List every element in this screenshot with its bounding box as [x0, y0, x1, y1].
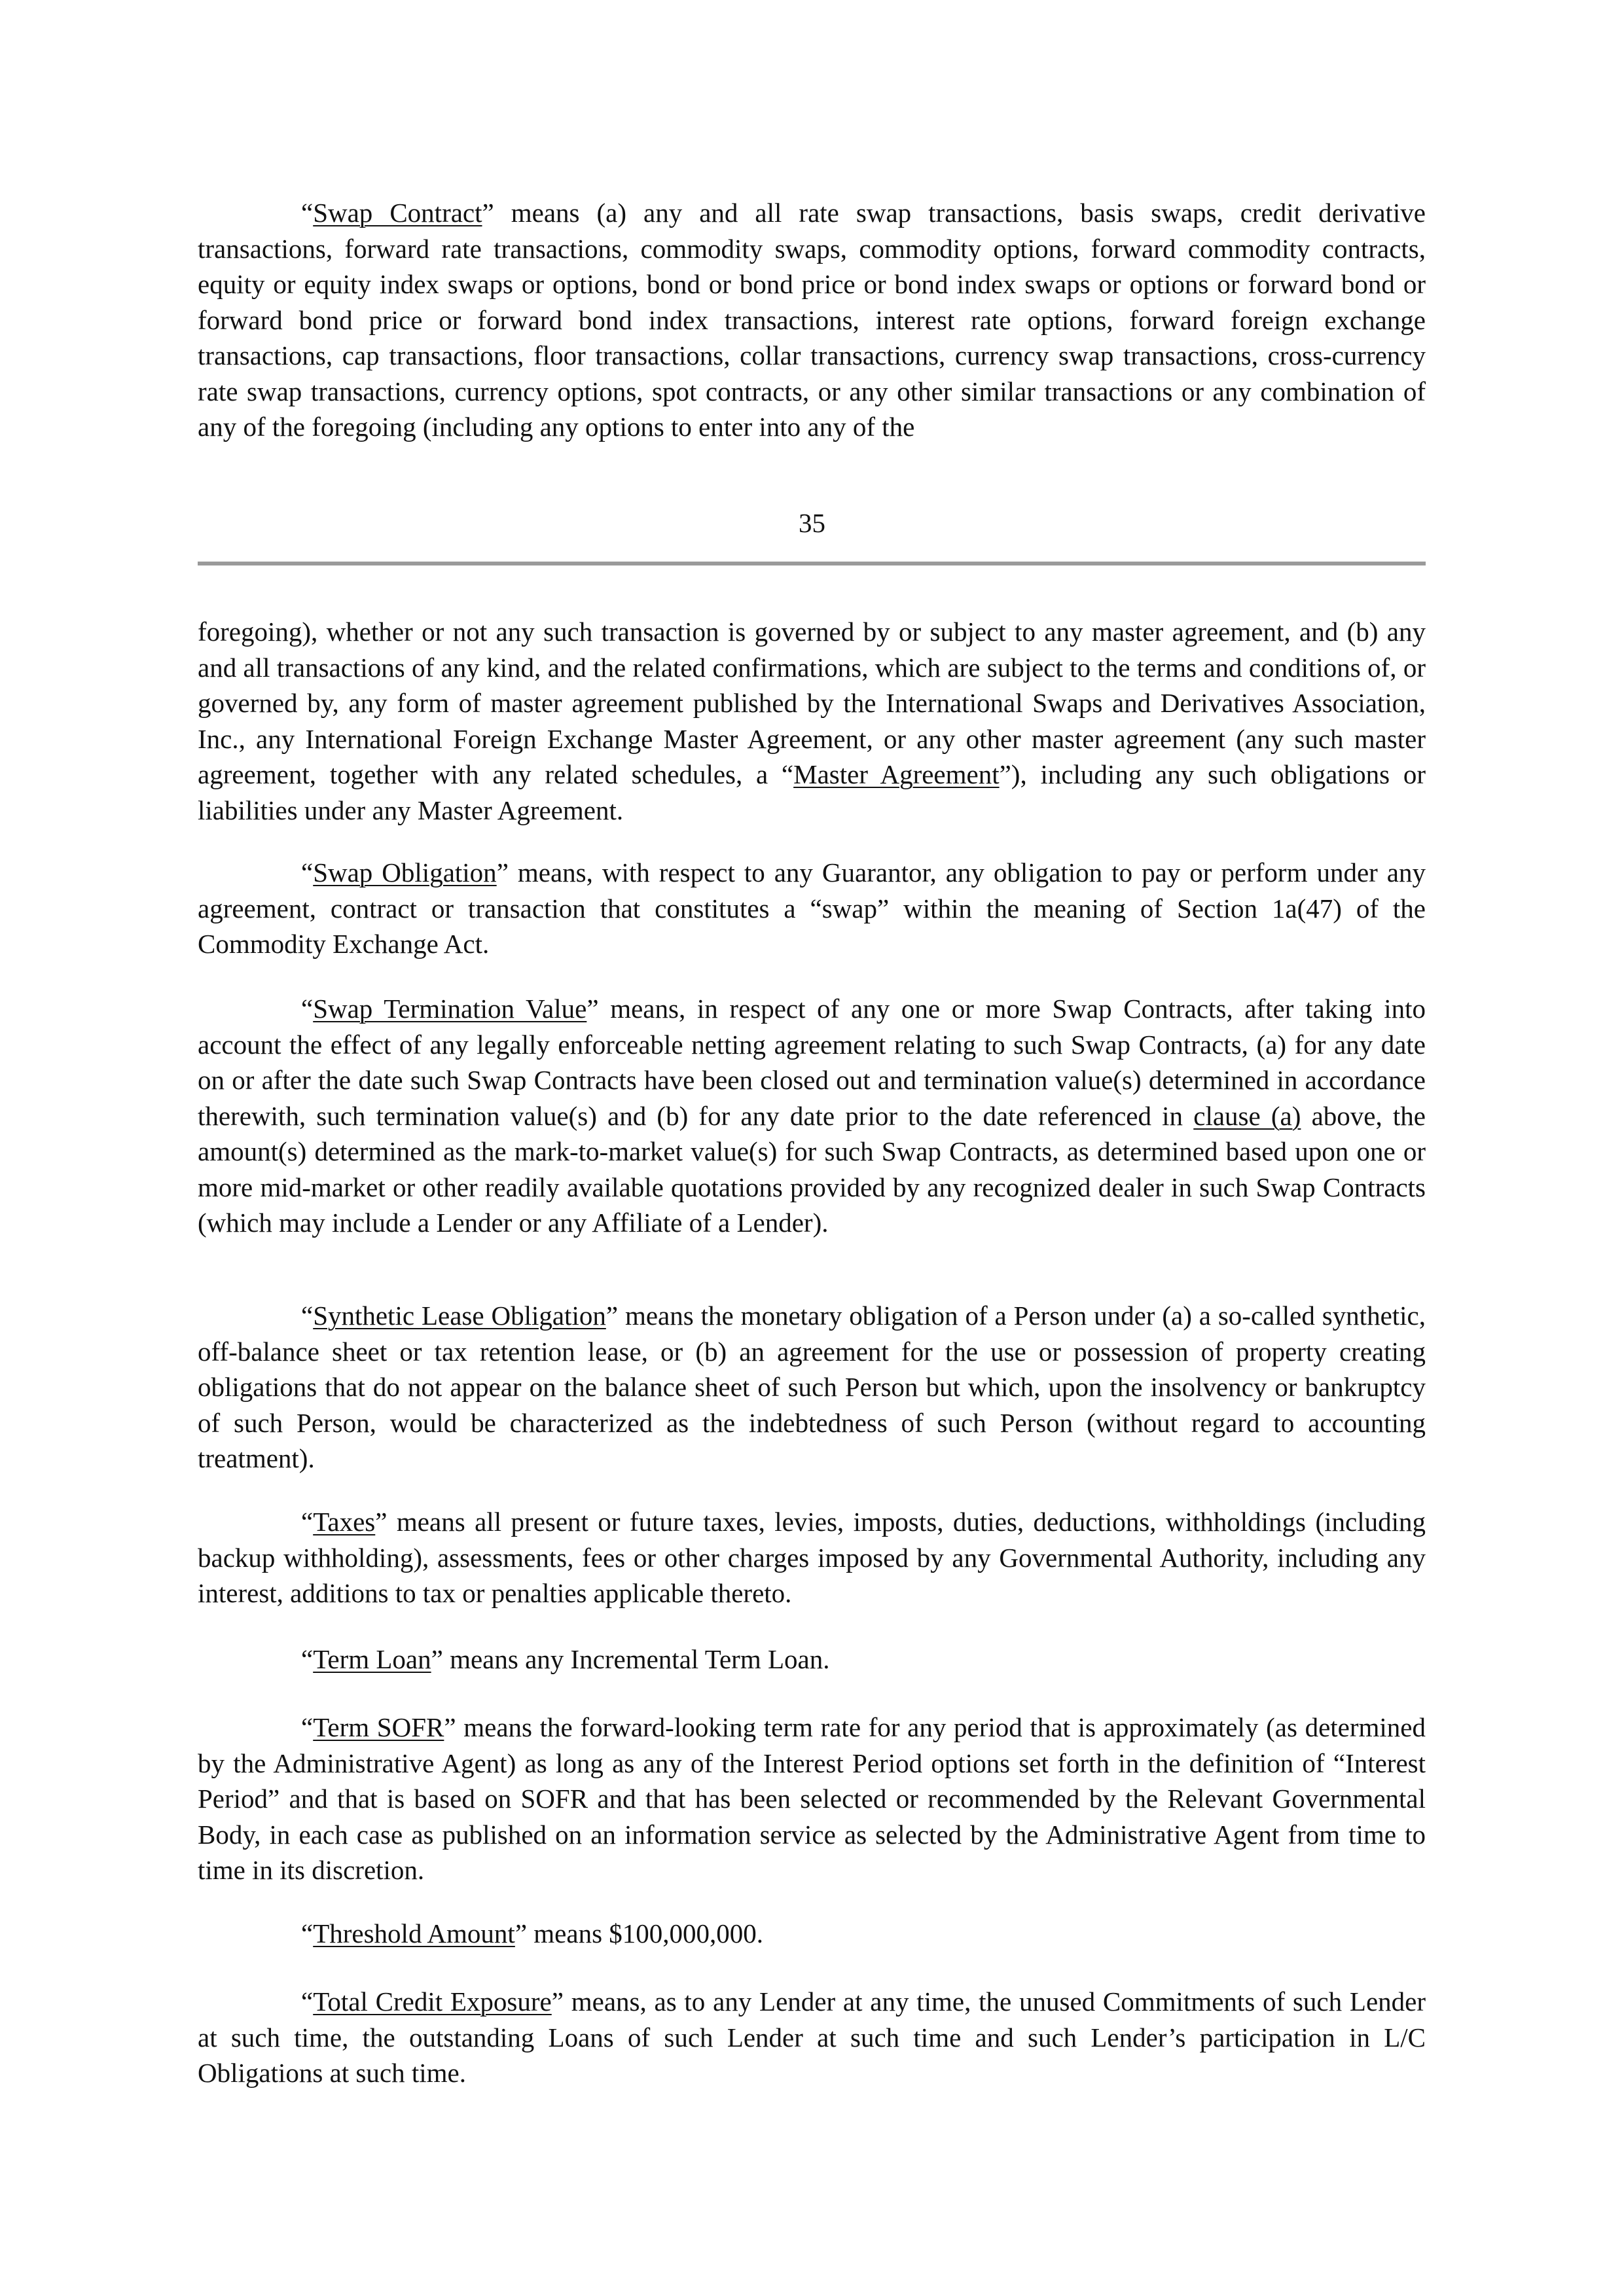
defined-term: Total Credit Exposure	[313, 1986, 552, 2017]
definition-swap-termination-value	[198, 991, 1426, 1241]
close-quote: ”	[605, 1300, 619, 1331]
definition-total-credit-exposure	[198, 1984, 1426, 2091]
open-quote: “	[301, 198, 314, 228]
definition-text: means the forward-looking term rate for any period that is approximately (as determined by the Administrative Agent) as long as any of the Interest Period options set forth in the definition of “Interest Period” and that is based on SOFR and that has been selected or recommended by the Relevant Governmental Body, in each case as published on an information service as selected by the Administrative Agent from time to time in its discretion.	[198, 1712, 1426, 1885]
close-quote: ”	[496, 857, 509, 888]
definition-swap-contract-continuation	[198, 614, 1426, 828]
close-quote: ”	[551, 1986, 564, 2017]
close-quote: ”	[431, 1644, 443, 1674]
open-quote: “	[301, 1918, 314, 1948]
definition-text: means the monetary obligation of a Person under (a) a so-called synthetic, off-balance sheet or tax retention lease, or (b) an agreement for the use or possession of property creating obligations that do not appear on the balance sheet of such Person but which, upon the insolvency or bankruptcy of such Person, would be characterized as the indebtedness of such Person (without regard to accounting treatment).	[198, 1300, 1426, 1473]
continuation-text: foregoing), whether or not any such transaction is governed by or subject to any master agreement, and (b) any and all transactions of any kind, and the related confirmations, which are subject to the terms and conditions of, or governed by, any form of master agreement published by the International Swaps and Derivatives Association, Inc., any International Foreign Exchange Master Agreement, or any other master agreement (any such master agreement, together with any related schedules, a “	[198, 617, 1426, 789]
definition-term-loan	[198, 1641, 1426, 1677]
definition-threshold-amount	[198, 1916, 1426, 1952]
definition-text: means all present or future taxes, levies, imposts, duties, deductions, withholdings (including backup withholding), assessments, fees or other charges imposed by any Governmental Authority, including any interest, additions to tax or penalties applicable thereto.	[198, 1507, 1426, 1608]
open-quote: “	[301, 1300, 314, 1331]
defined-term: Term Loan	[313, 1644, 431, 1674]
page-break-divider	[198, 562, 1426, 565]
definition-swap-obligation	[198, 855, 1426, 962]
close-quote: ”	[514, 1918, 528, 1948]
defined-term: Taxes	[313, 1507, 376, 1537]
open-quote: “	[301, 1986, 314, 2017]
definition-text: means (a) any and all rate swap transactions, basis swaps, credit derivative transactions, forward rate transactions, commodity swaps, commodity options, forward commodity contracts, equity or equity index swaps or options, bond or bond price or bond index swaps or options or forward bond or forward bond price or forward bond index transactions, interest rate options, forward foreign exchange transactions, cap transactions, floor transactions, collar transactions, currency swap transactions, cross-currency rate swap transactions, currency options, spot contracts, or any other similar transactions or any combination of any of the foregoing (including any options to enter into any of the	[198, 198, 1426, 442]
definition-text: means $100,000,000.	[527, 1918, 764, 1948]
close-quote: ”	[586, 994, 599, 1024]
definition-text: means, with respect to any Guarantor, any obligation to pay or perform under any agreement, contract or transaction that constitutes a “swap” within the meaning of Section 1a(47) of the Commodity Exchange Act.	[198, 857, 1426, 959]
close-quote: ”	[444, 1712, 456, 1742]
definition-taxes	[198, 1504, 1426, 1611]
defined-term: Term SOFR	[313, 1712, 444, 1742]
defined-term: Swap Termination Value	[313, 994, 587, 1024]
definition-synthetic-lease-obligation	[198, 1298, 1426, 1477]
open-quote: “	[301, 1644, 314, 1674]
defined-term: Swap Contract	[313, 198, 482, 228]
close-quote: ”	[375, 1507, 388, 1537]
open-quote: “	[301, 857, 314, 888]
defined-term: Master Agreement	[793, 759, 1000, 789]
open-quote: “	[301, 1507, 314, 1537]
definition-text: means any Incremental Term Loan.	[442, 1644, 830, 1674]
close-quote: ”	[482, 198, 494, 228]
definition-swap-contract	[198, 195, 1426, 445]
open-quote: “	[301, 994, 314, 1024]
open-quote: “	[301, 1712, 314, 1742]
continuation-text-end: ”), including any such obligations or liabilities under any Master Agreement.	[198, 759, 1426, 825]
defined-term: Synthetic Lease Obligation	[313, 1300, 606, 1331]
page-number: 35	[799, 508, 825, 538]
defined-term: Swap Obligation	[313, 857, 497, 888]
defined-term: Threshold Amount	[313, 1918, 515, 1948]
clause-reference: clause (a)	[1193, 1100, 1301, 1131]
definition-term-sofr	[198, 1710, 1426, 1888]
definition-text-end: above, the amount(s) determined as the mark-to-market value(s) for such Swap Contracts, as determined based upon one or more mid-market or other readily available quotations provided by any recognized dealer in such Swap Contracts (which may include a Lender or any Affiliate of a Lender).	[198, 1100, 1426, 1238]
definition-text: means, as to any Lender at any time, the unused Commitments of such Lender at such time, the outstanding Loans of such Lender at such time and such Lender’s participation in L/C Obligations at such time.	[198, 1986, 1426, 2088]
definition-text: means, in respect of any one or more Swap Contracts, after taking into account the effect of any legally enforceable netting agreement relating to such Swap Contracts, (a) for any date on or after the date such Swap Contracts have been closed out and termination value(s) determined in accordance therewith, such termination value(s) and (b) for any date prior to the date referenced in	[198, 994, 1426, 1131]
